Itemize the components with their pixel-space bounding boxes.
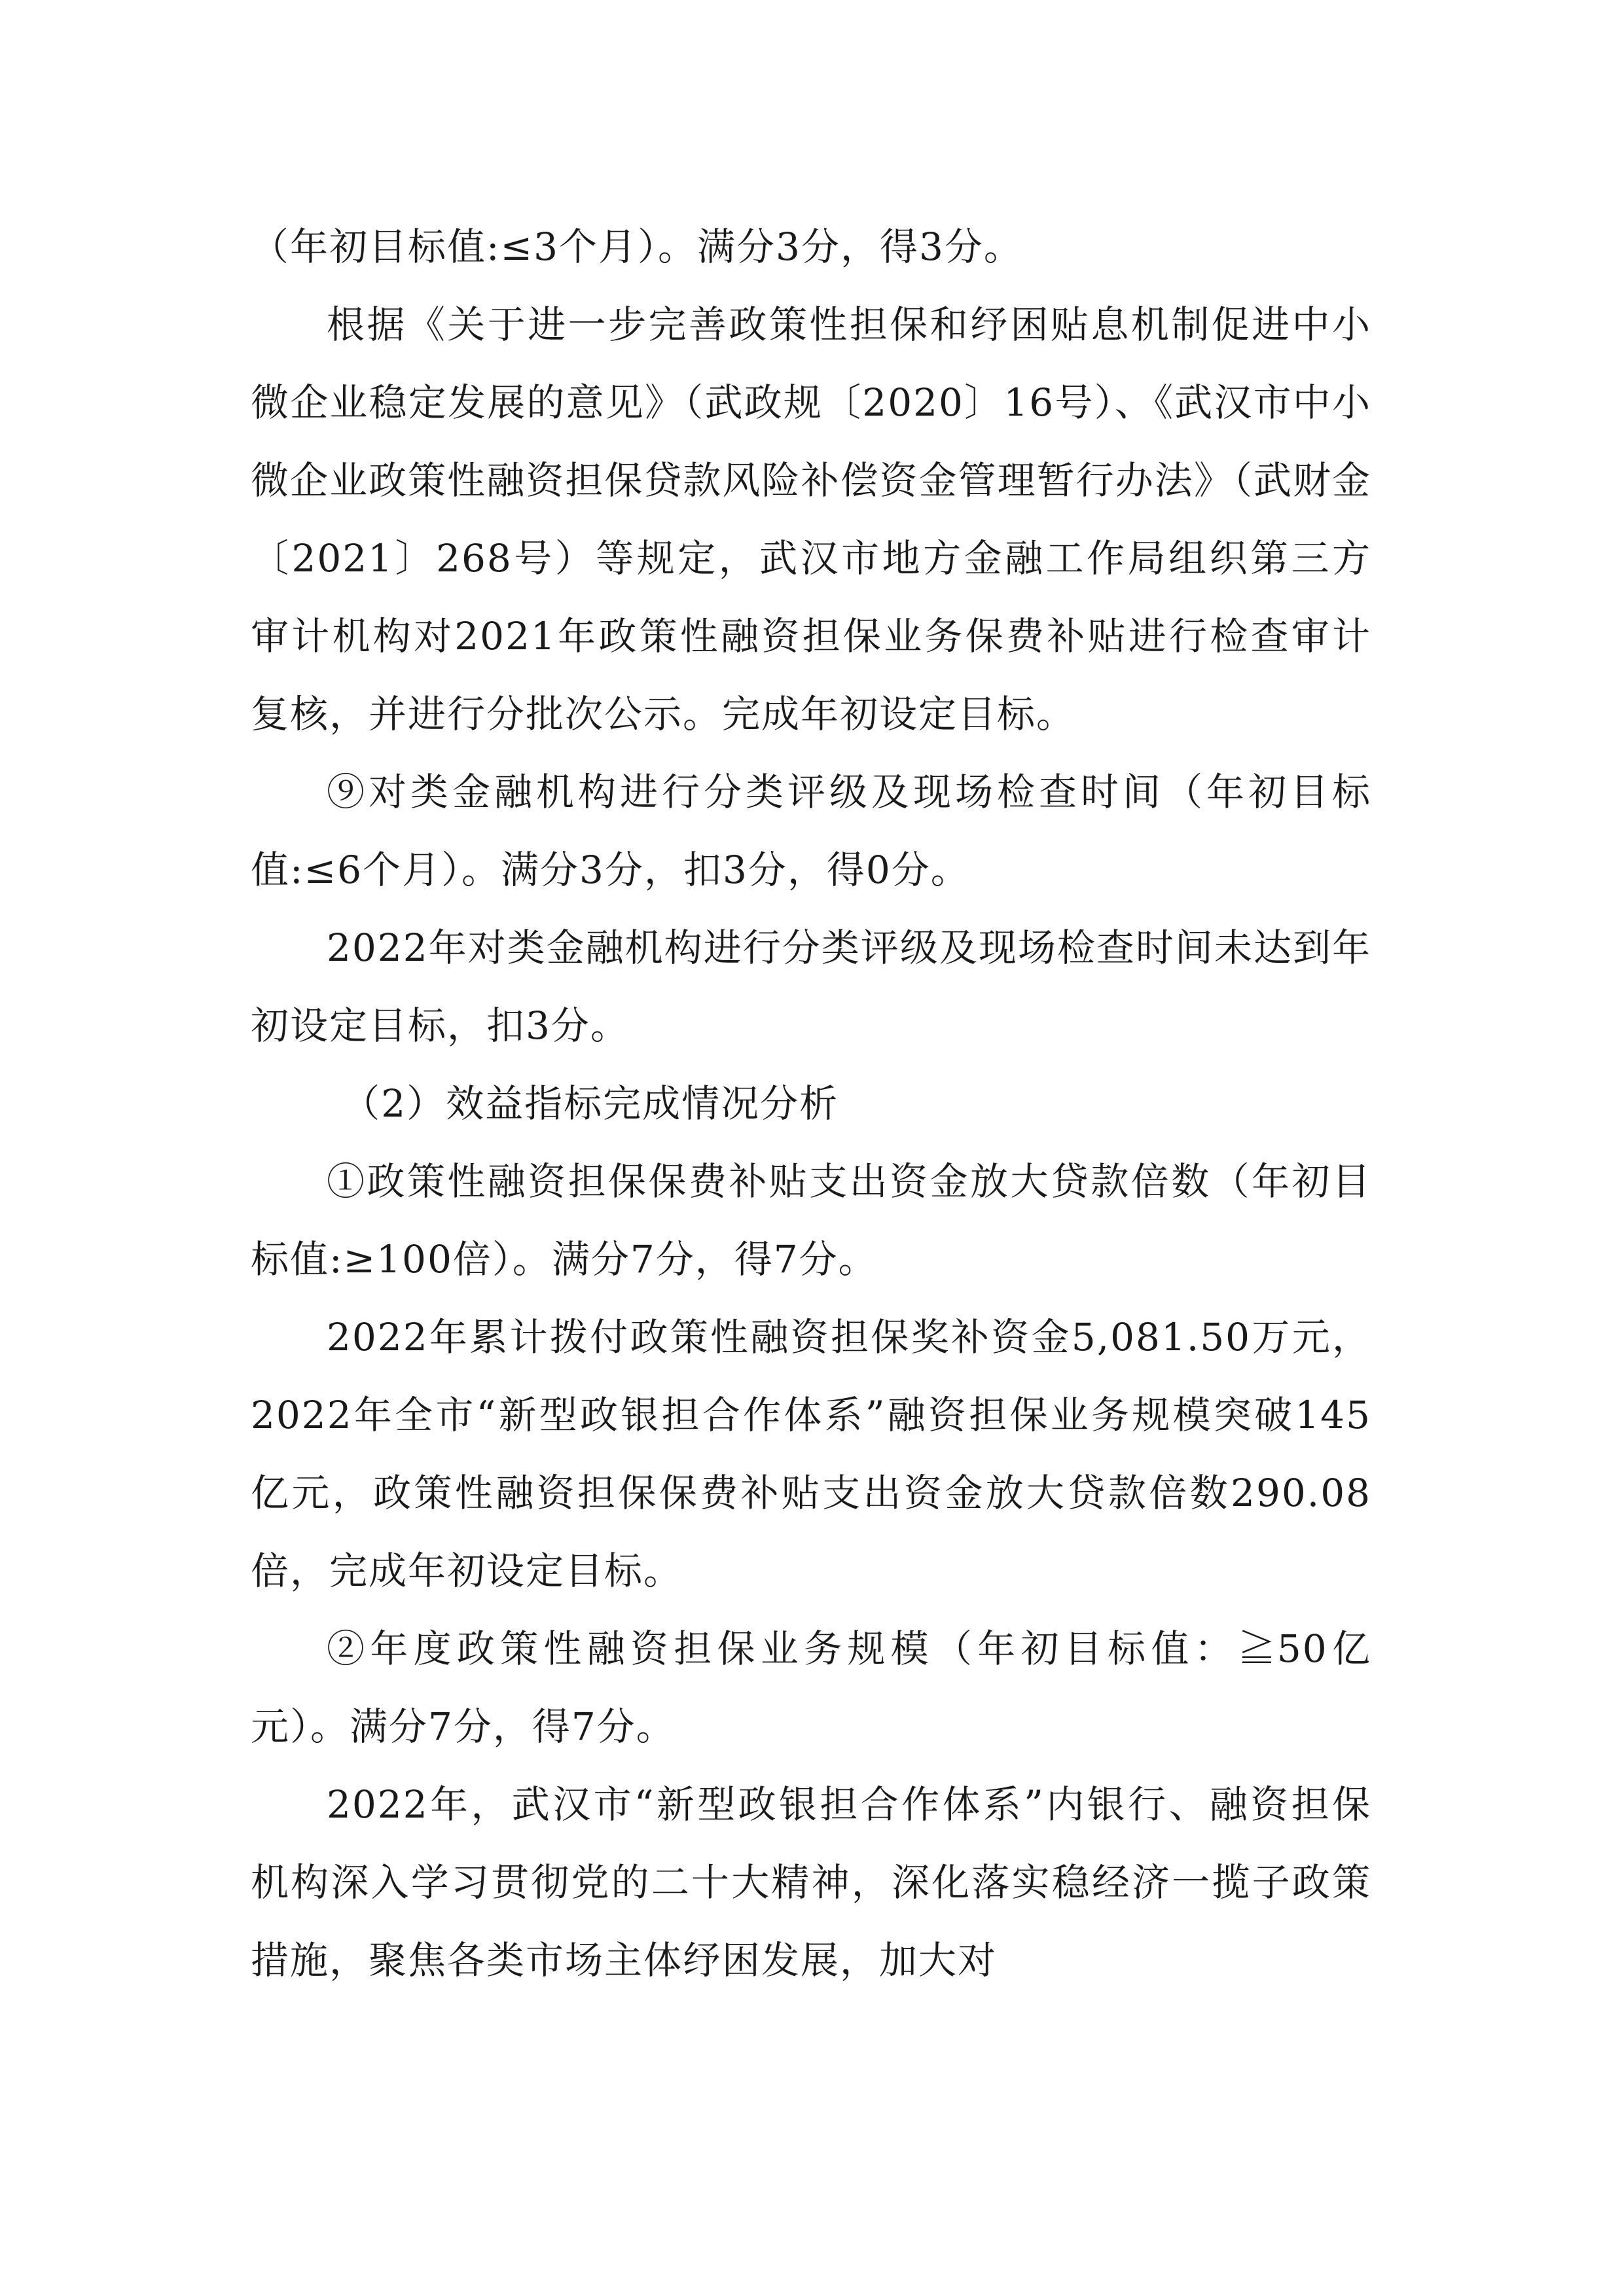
paragraph-indicator-1: ①政策性融资担保保费补贴支出资金放大贷款倍数（年初目标值:≥100倍）。满分7分，得7分。 — [251, 1159, 1371, 1282]
paragraph-policy-basis: 根据《关于进一步完善政策性担保和纾困贴息机制促进中小微企业稳定发展的意见》（武政规〔2020〕16号）、《武汉市中小微企业政策性融资担保贷款风险补偿资金管理暂行办法》（武财金〔2021〕268号）等规定，武汉市地方金融工作局组织第三方审计机构对2021年政策性融资担保业务保费补贴进行检查审计复核，并进行分批次公示。完成年初设定目标。 — [251, 302, 1371, 736]
paragraph-indicator-9: ⑨对类金融机构进行分类评级及现场检查时间（年初目标值:≤6个月）。满分3分，扣3分，得0分。 — [251, 770, 1371, 892]
paragraph-indicator-2: ②年度政策性融资担保业务规模（年初目标值：≧50亿元）。满分7分，得7分。 — [251, 1626, 1371, 1749]
paragraph-indicator-1-result: 2022年累计拨付政策性融资担保奖补资金5,081.50万元，2022年全市“新型政银担合作体系”融资担保业务规模突破145亿元，政策性融资担保保费补贴支出资金放大贷款倍数290.08倍，完成年初设定目标。 — [251, 1315, 1371, 1593]
section-heading-benefit-indicators: （2）效益指标完成情况分析 — [342, 1081, 839, 1126]
paragraph-indicator-9-result: 2022年对类金融机构进行分类评级及现场检查时间未达到年初设定目标，扣3分。 — [251, 925, 1371, 1048]
document-body — [251, 208, 1371, 2000]
paragraph-indicator-2-result: 2022年，武汉市“新型政银担合作体系”内银行、融资担保机构深入学习贯彻党的二十大精神，深化落实稳经济一揽子政策措施，聚焦各类市场主体纾困发展，加大对 — [251, 1782, 1371, 1982]
paragraph-target-value-continuation: （年初目标值:≤3个月）。满分3分，得3分。 — [251, 224, 1023, 269]
